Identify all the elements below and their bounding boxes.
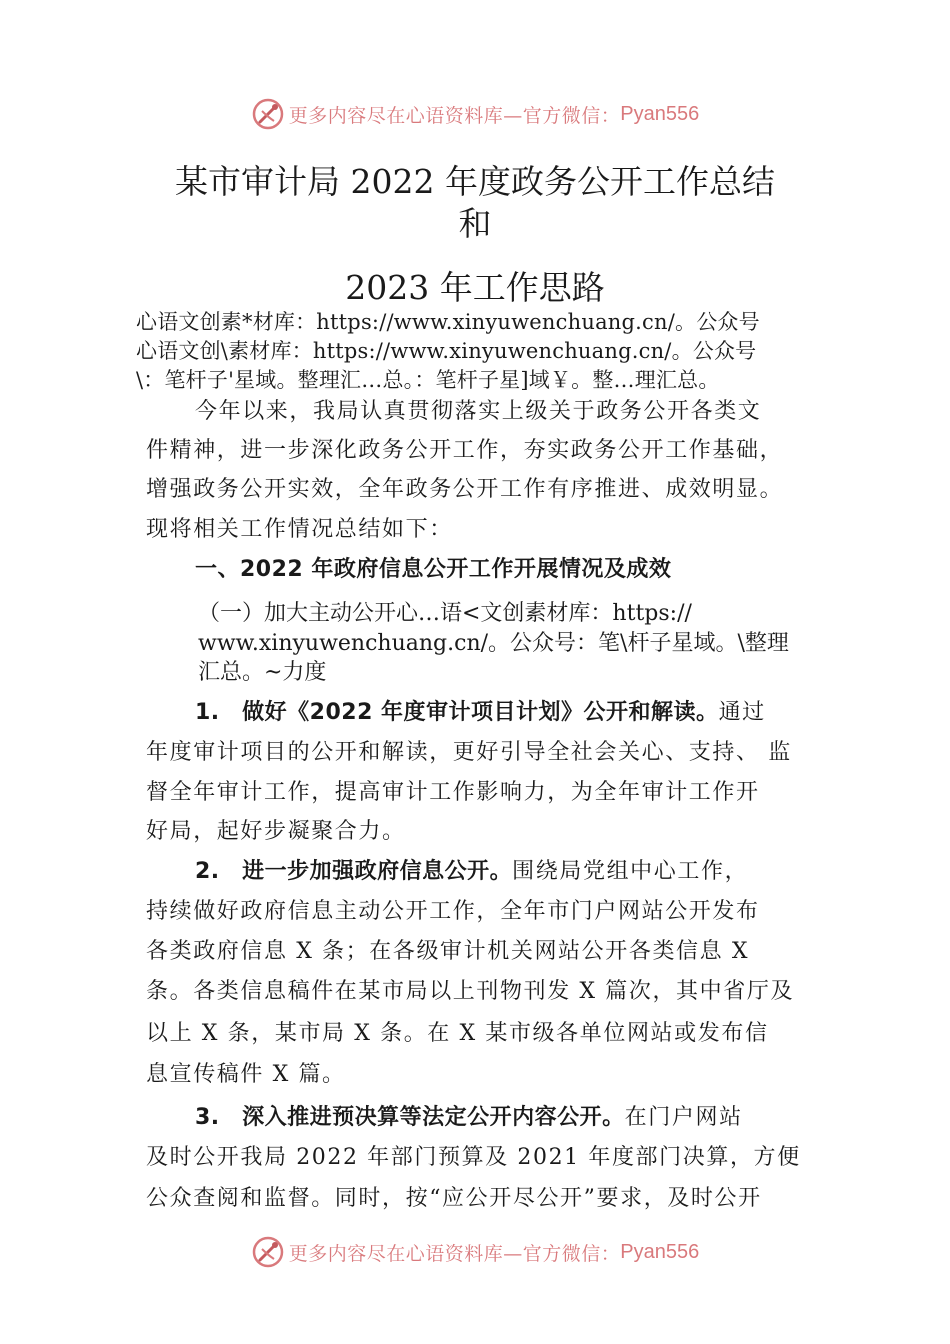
item-2-line: 持续做好政府信息主动公开工作，全年市门户网站公开发布 xyxy=(146,899,760,924)
subsection-heading-line: 汇总。~力度 xyxy=(198,660,327,685)
item-2-heading: 2. 进一步加强政府信息公开。 xyxy=(195,859,513,884)
banner-wechat-id: Pyan556 xyxy=(620,1240,700,1263)
banner-text: 更多内容尽在心语资料库—官方微信： xyxy=(288,1242,621,1265)
item-3-line: 公众查阅和监督。同时，按“应公开尽公开”要求，及时公开 xyxy=(146,1186,762,1211)
item-1-text-start: 通过 xyxy=(718,700,766,725)
item-1-first-line xyxy=(195,695,766,726)
item-2-line: 各类政府信息 X 条；在各级审计机关网站公开各类信息 X xyxy=(146,939,750,964)
subsection-heading-line: （一）加大主动公开心…语<文创素材库：https:// xyxy=(198,601,692,626)
item-2-line: 以上 X 条，某市局 X 条。在 X 某市级各单位网站或发布信 xyxy=(146,1021,769,1046)
item-3-heading: 3. 深入推进预决算等法定公开内容公开。 xyxy=(195,1105,625,1130)
banner-text: 更多内容尽在心语资料库—官方微信： xyxy=(288,104,621,127)
item-2-line: 条。各类信息稿件在某市局以上刊物刊发 X 篇次，其中省厅及 xyxy=(146,979,795,1004)
item-2-line: 息宣传稿件 X 篇。 xyxy=(146,1062,346,1087)
header-banner xyxy=(0,94,950,134)
item-2-first-line xyxy=(195,854,748,885)
intro-paragraph-line: 今年以来，我局认真贯彻落实上级关于政务公开各类文 xyxy=(195,399,762,424)
item-1-heading: 1. 做好《2022 年度审计项目计划》公开和解读。 xyxy=(195,700,719,725)
brush-seal-icon xyxy=(251,97,285,131)
intro-paragraph-line: 现将相关工作情况总结如下： xyxy=(146,517,453,542)
footer-banner xyxy=(0,1232,950,1272)
section-heading: 一、2022 年政府信息公开工作开展情况及成效 xyxy=(195,557,672,582)
item-3-line: 及时公开我局 2022 年部门预算及 2021 年度部门决算，方便 xyxy=(146,1145,801,1170)
intro-paragraph-line: 增强政务公开实效，全年政务公开工作有序推进、成效明显。 xyxy=(146,477,784,502)
source-line: 心语文创素*材库：https://www.xinyuwenchuang.cn/。公众号 xyxy=(136,310,760,334)
document-title-line-3: 2023 年工作思路 xyxy=(345,268,605,307)
document-title-line-2: 和 xyxy=(458,204,492,243)
item-1-line: 督全年审计工作，提高审计工作影响力，为全年审计工作开 xyxy=(146,780,760,805)
item-1-line: 年度审计项目的公开和解读，更好引导全社会关心、支持、 监 xyxy=(146,740,792,765)
item-2-text-start: 围绕局党组中心工作， xyxy=(512,859,749,884)
subsection-heading-line: www.xinyuwenchuang.cn/。公众号：笔\杆子星域。\整理 xyxy=(198,631,789,656)
intro-paragraph-line: 件精神，进一步深化政务公开工作，夯实政务公开工作基础， xyxy=(146,438,784,463)
banner-wechat-id: Pyan556 xyxy=(620,102,700,125)
item-1-line: 好局，起好步凝聚合力。 xyxy=(146,819,406,844)
item-3-text-start: 在门户网站 xyxy=(624,1105,743,1130)
document-title-line-1: 某市审计局 2022 年度政务公开工作总结 xyxy=(175,162,775,201)
item-3-first-line xyxy=(195,1100,743,1131)
brush-seal-icon xyxy=(251,1235,285,1269)
source-line: 心语文创\素材库：https://www.xinyuwenchuang.cn/。公众号 xyxy=(136,339,757,363)
source-line: \：笔杆子'星域。整理汇…总。：笔杆子星]域￥。整…理汇总。 xyxy=(136,368,720,392)
